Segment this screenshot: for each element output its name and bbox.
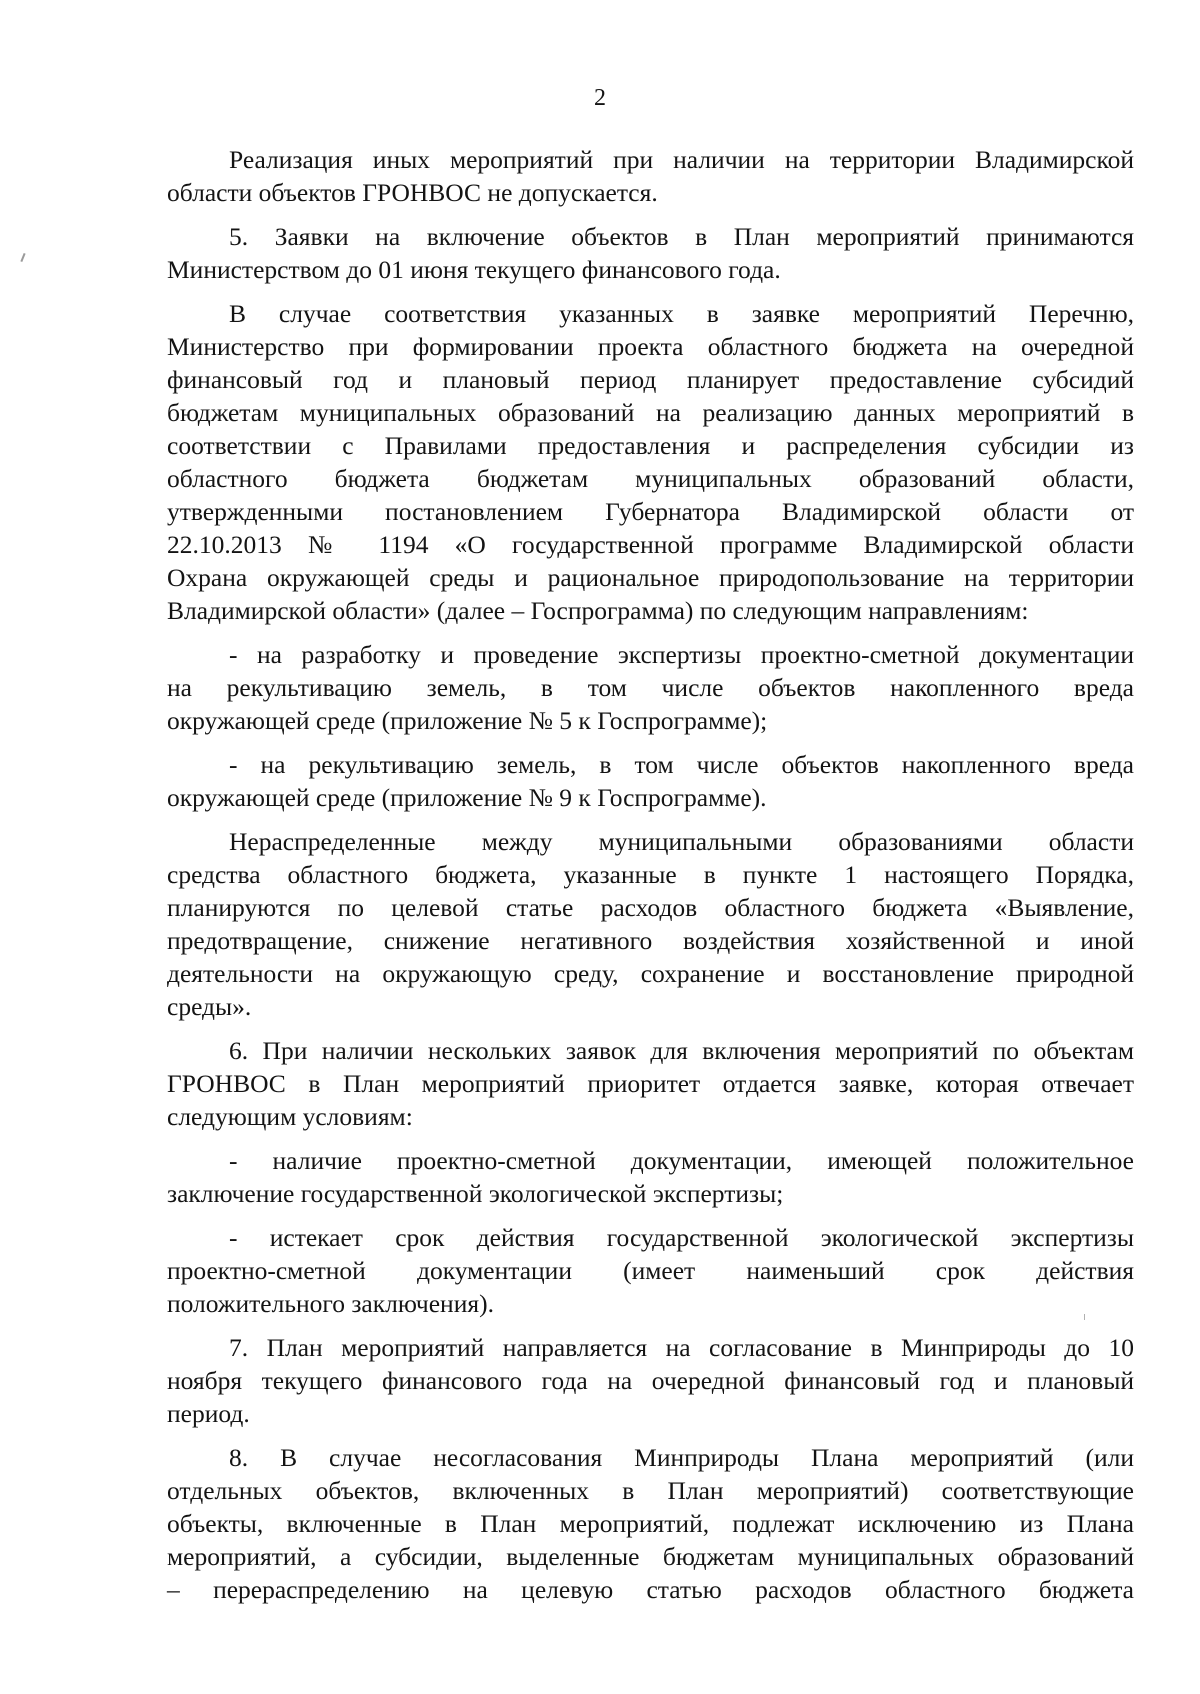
- text-line: В случае соответствия указанных в заявке мероприятий Перечню,: [229, 299, 1134, 328]
- text-line: окружающей среде (приложение № 9 к Госпрограмме).: [167, 783, 767, 812]
- scan-speck: [20, 253, 25, 262]
- paragraph: [167, 297, 1134, 627]
- text-line: ГРОНВОС в План мероприятий приоритет отдается заявке, которая отвечает: [167, 1069, 1134, 1098]
- text-line: следующим условиям:: [167, 1102, 413, 1131]
- text-line: предотвращение, снижение негативного воздействия хозяйственной и иной: [167, 926, 1134, 955]
- paragraph: [167, 220, 1134, 286]
- text-line: 7. План мероприятий направляется на согласование в Минприроды до 10: [229, 1333, 1134, 1362]
- paragraph: [167, 1221, 1134, 1320]
- text-line: на рекультивацию земель, в том числе объектов накопленного вреда: [167, 673, 1134, 702]
- paragraph: [167, 638, 1134, 737]
- text-line: деятельности на окружающую среду, сохранение и восстановление природной: [167, 959, 1134, 988]
- text-line: бюджетам муниципальных образований на реализацию данных мероприятий в: [167, 398, 1134, 427]
- text-line: положительного заключения).: [167, 1289, 494, 1318]
- text-line: Министерство при формировании проекта областного бюджета на очередной: [167, 332, 1134, 361]
- text-line: ноября текущего финансового года на очередной финансовый год и плановый: [167, 1366, 1134, 1395]
- page-number: 2: [594, 85, 606, 111]
- text-line: объекты, включенные в План мероприятий, подлежат исключению из Плана: [167, 1509, 1134, 1538]
- document-body: [167, 143, 1134, 1617]
- text-line: Нераспределенные между муниципальными образованиями области: [229, 827, 1134, 856]
- text-line: среды».: [167, 992, 252, 1021]
- text-line: Министерством до 01 июня текущего финансового года.: [167, 255, 781, 284]
- paragraph: [167, 825, 1134, 1023]
- text-line: 8. В случае несогласования Минприроды Плана мероприятий (или: [229, 1443, 1134, 1472]
- text-line: области объектов ГРОНВОС не допускается.: [167, 178, 658, 207]
- text-line: - наличие проектно-сметной документации, имеющей положительное: [229, 1146, 1134, 1175]
- text-line: – перераспределению на целевую статью расходов областного бюджета: [167, 1575, 1134, 1604]
- text-line: областного бюджета бюджетам муниципальных образований области,: [167, 464, 1134, 493]
- text-line: период.: [167, 1399, 250, 1428]
- paragraph: [167, 1034, 1134, 1133]
- text-line: утвержденными постановлением Губернатора Владимирской области от: [167, 497, 1134, 526]
- text-line: - истекает срок действия государственной экологической экспертизы: [229, 1223, 1134, 1252]
- text-line: Охрана окружающей среды и рациональное природопользование на территории: [167, 563, 1134, 592]
- text-line: - на разработку и проведение экспертизы проектно-сметной документации: [229, 640, 1134, 669]
- text-line: мероприятий, а субсидии, выделенные бюджетам муниципальных образований: [167, 1542, 1134, 1571]
- text-line: Владимирской области» (далее – Госпрограмма) по следующим направлениям:: [167, 596, 1029, 625]
- text-line: окружающей среде (приложение № 5 к Госпрограмме);: [167, 706, 768, 735]
- paragraph: [167, 1441, 1134, 1606]
- text-line: - на рекультивацию земель, в том числе объектов накопленного вреда: [229, 750, 1134, 779]
- text-line: финансовый год и плановый период планирует предоставление субсидий: [167, 365, 1134, 394]
- paragraph: [167, 143, 1134, 209]
- text-line: проектно-сметной документации (имеет наименьший срок действия: [167, 1256, 1134, 1285]
- text-line: 22.10.2013 № 1194 «О государственной программе Владимирской области: [167, 530, 1134, 559]
- text-line: средства областного бюджета, указанные в пункте 1 настоящего Порядка,: [167, 860, 1134, 889]
- paragraph: [167, 1144, 1134, 1210]
- text-line: отдельных объектов, включенных в План мероприятий) соответствующие: [167, 1476, 1134, 1505]
- text-line: соответствии с Правилами предоставления и распределения субсидии из: [167, 431, 1134, 460]
- paragraph: [167, 748, 1134, 814]
- text-line: заключение государственной экологической экспертизы;: [167, 1179, 784, 1208]
- paragraph: [167, 1331, 1134, 1430]
- text-line: 6. При наличии нескольких заявок для включения мероприятий по объектам: [229, 1036, 1134, 1065]
- text-line: 5. Заявки на включение объектов в План мероприятий принимаются: [229, 222, 1134, 251]
- text-line: планируются по целевой статье расходов областного бюджета «Выявление,: [167, 893, 1134, 922]
- text-line: Реализация иных мероприятий при наличии на территории Владимирской: [229, 145, 1134, 174]
